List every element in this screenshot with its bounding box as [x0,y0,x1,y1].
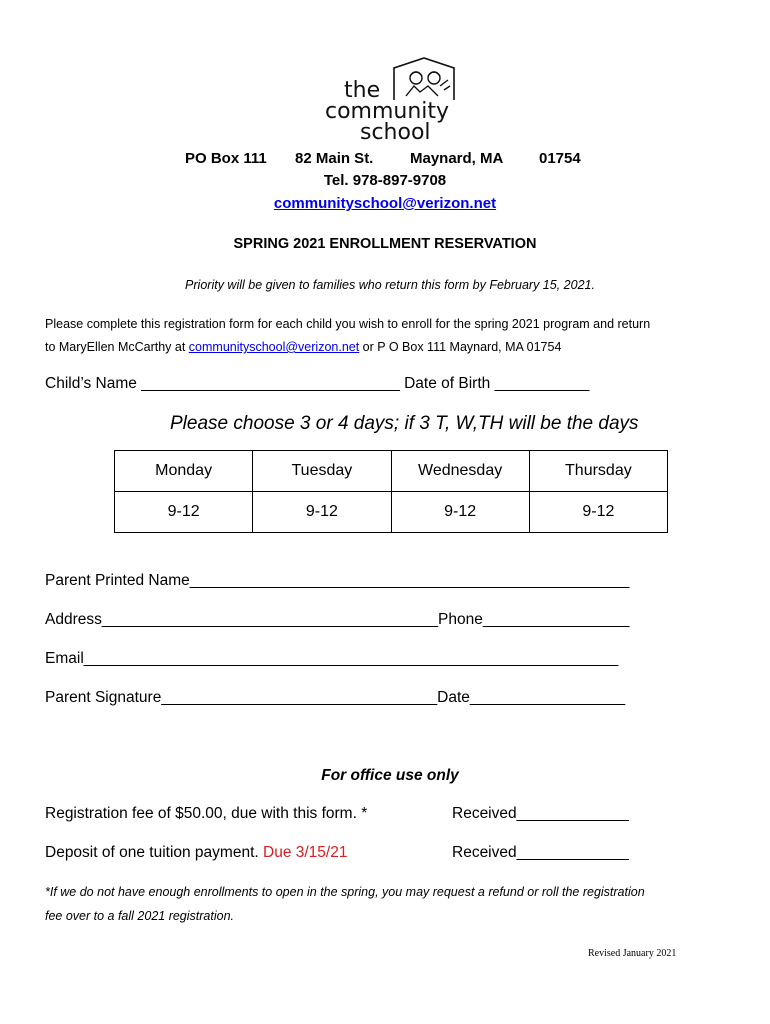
signature-date-field[interactable]: Parent Signature________________________________Date__________________ [45,689,626,706]
logo-line-community: community [325,99,450,124]
choose-days-heading: Please choose 3 or 4 days; if 3 T, W,TH will be the days [170,413,639,434]
fee-received-field[interactable]: Received_____________ [452,805,629,822]
address-phone-field[interactable]: Address_______________________________________Phone_________________ [45,611,630,628]
days-header-row [115,451,668,492]
days-time-row [115,492,668,533]
footnote-line-2: fee over to a fall 2021 registration. [45,909,235,923]
time-cell-tuesday[interactable]: 9-12 [253,492,391,533]
day-header-wednesday: Wednesday [391,451,529,492]
phone-text: Tel. 978-897-9708 [323,172,447,189]
deposit-label: Deposit of one tuition payment. [45,844,263,861]
footnote-line-1: *If we do not have enough enrollments to open in the spring, you may request a refund or roll the registration [45,885,645,899]
priority-note: Priority will be given to families who return this form by February 15, 2021. [185,278,595,292]
time-cell-thursday[interactable]: 9-12 [529,492,667,533]
instructions-line-2 [45,340,561,354]
day-header-tuesday: Tuesday [253,451,391,492]
instructions-line-1: Please complete this registration form for each child you wish to enroll for the spring 2021 program and return [45,317,651,331]
form-title: SPRING 2021 ENROLLMENT RESERVATION [233,236,537,252]
child-name-field[interactable]: Child’s Name ______________________________ Date of Birth ___________ [45,375,590,392]
day-header-thursday: Thursday [529,451,667,492]
deposit-text [45,844,347,862]
office-use-heading: For office use only [321,767,459,784]
instructions-prefix: to MaryEllen McCarthy at [45,340,189,354]
house-children-icon [392,56,456,102]
city-text: Maynard, MA [410,150,504,167]
revised-date: Revised January 2021 [588,948,677,959]
logo-line-the: the [344,78,381,103]
parent-name-field[interactable]: Parent Printed Name___________________________________________________ [45,572,630,589]
email-link[interactable]: communityschool@verizon.net [273,195,497,212]
po-box-text: PO Box 111 [185,150,267,167]
logo-line-school: school [360,120,431,145]
time-cell-monday[interactable]: 9-12 [115,492,253,533]
instructions-email-link[interactable]: communityschool@verizon.net [188,340,360,354]
email-field[interactable]: Email______________________________________________________________ [45,650,619,667]
registration-fee-text: Registration fee of $50.00, due with this form. * [45,805,368,822]
street-text: 82 Main St. [295,150,374,167]
day-header-monday: Monday [115,451,253,492]
instructions-suffix: or P O Box 111 Maynard, MA 01754 [359,340,562,354]
deposit-received-field[interactable]: Received_____________ [452,844,629,861]
days-table [114,450,668,533]
zip-text: 01754 [539,150,581,167]
deposit-due-date: Due 3/15/21 [263,844,348,861]
time-cell-wednesday[interactable]: 9-12 [391,492,529,533]
